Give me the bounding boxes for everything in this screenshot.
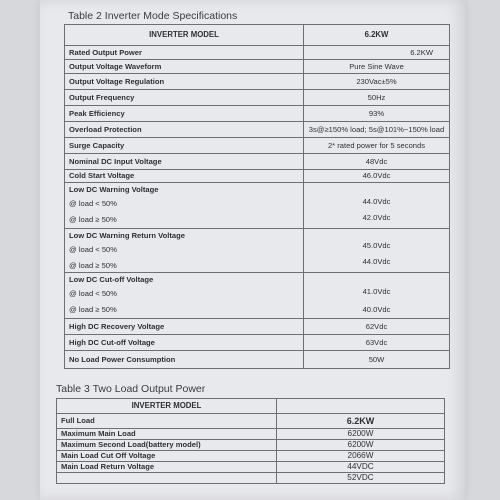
table-row-low-dc-warning <box>65 183 450 229</box>
table-row <box>57 451 445 462</box>
row-value: 6.2KW <box>304 46 450 60</box>
row-value: 6200W <box>277 440 445 451</box>
row-label: Output Frequency <box>65 90 304 106</box>
row-sublabel: @ load ≥ 50% <box>69 261 117 270</box>
table-row-low-dc-warning-return <box>65 229 450 273</box>
row-label <box>57 473 277 484</box>
row-label: High DC Recovery Voltage <box>65 319 304 335</box>
table-row <box>65 319 450 335</box>
row-label: Output Voltage Regulation <box>65 74 304 90</box>
header-label: INVERTER MODEL <box>65 25 304 46</box>
row-sublabel: @ load ≥ 50% <box>69 215 117 224</box>
row-label: Cold Start Voltage <box>65 170 304 183</box>
row-value-group <box>304 273 450 319</box>
table-row <box>57 462 445 473</box>
row-value: 52VDC <box>277 473 445 484</box>
row-value: 63Vdc <box>304 335 450 351</box>
row-value: 50Hz <box>304 90 450 106</box>
row-label-group <box>65 229 304 273</box>
row-sublabel: @ load < 50% <box>69 245 118 254</box>
row-label: No Load Power Consumption <box>65 351 304 369</box>
row-value: 42.0Vdc <box>362 213 391 222</box>
row-value: 50W <box>304 351 450 369</box>
row-label: Surge Capacity <box>65 138 304 154</box>
row-label: Overload Protection <box>65 122 304 138</box>
header-value: 6.2KW <box>304 25 450 46</box>
table-row <box>57 440 445 451</box>
header-value <box>277 399 445 414</box>
row-value: 93% <box>304 106 450 122</box>
table-row <box>65 122 450 138</box>
row-value: 6.2KW <box>277 414 445 429</box>
row-label: High DC Cut-off Voltage <box>65 335 304 351</box>
row-label: Output Voltage Waveform <box>65 60 304 74</box>
table-row <box>57 473 445 484</box>
row-label: Low DC Cut-off Voltage <box>69 275 154 284</box>
two-load-output-table <box>56 398 445 484</box>
table-row <box>65 46 450 60</box>
row-value: 3s@≥150% load; 5s@101%~150% load <box>304 122 450 138</box>
row-sublabel: @ load < 50% <box>69 199 118 208</box>
row-value: 230Vac±5% <box>304 74 450 90</box>
table-row <box>65 60 450 74</box>
row-value: 2* rated power for 5 seconds <box>304 138 450 154</box>
table-row <box>65 335 450 351</box>
row-label: Maximum Main Load <box>57 429 277 440</box>
table2-caption: Table 2 Inverter Mode Specifications <box>68 10 238 22</box>
row-value: 45.0Vdc <box>362 241 391 250</box>
row-sublabel: @ load ≥ 50% <box>69 305 117 314</box>
row-label: Full Load <box>57 414 277 429</box>
table-row <box>65 154 450 170</box>
table-row <box>65 351 450 369</box>
table3-caption: Table 3 Two Load Output Power <box>56 383 206 395</box>
row-value: 62Vdc <box>304 319 450 335</box>
row-value: 2066W <box>277 451 445 462</box>
table-row <box>65 106 450 122</box>
table-row-low-dc-cutoff <box>65 273 450 319</box>
table-row <box>57 414 445 429</box>
row-value-group <box>304 183 450 229</box>
row-value: 40.0Vdc <box>362 305 391 314</box>
row-label: Low DC Warning Return Voltage <box>69 231 186 240</box>
header-label: INVERTER MODEL <box>57 399 277 414</box>
row-value: 6200W <box>277 429 445 440</box>
row-label: Low DC Warning Voltage <box>69 185 159 194</box>
document-page <box>40 0 465 500</box>
table-row <box>65 138 450 154</box>
table-row <box>65 74 450 90</box>
row-label: Main Load Return Voltage <box>57 462 277 473</box>
row-value: 44.0Vdc <box>362 197 391 206</box>
table-header-row <box>65 25 450 46</box>
row-label-group <box>65 183 304 229</box>
row-value: 48Vdc <box>304 154 450 170</box>
row-label: Nominal DC Input Voltage <box>65 154 304 170</box>
row-label-group <box>65 273 304 319</box>
table-header-row <box>57 399 445 414</box>
row-label: Rated Output Power <box>65 46 304 60</box>
row-value: 44VDC <box>277 462 445 473</box>
table-row <box>57 429 445 440</box>
row-value-group <box>304 229 450 273</box>
inverter-mode-spec-table <box>64 24 450 369</box>
table-row <box>65 90 450 106</box>
row-value: Pure Sine Wave <box>304 60 450 74</box>
table-row <box>65 170 450 183</box>
row-value: 44.0Vdc <box>362 257 391 266</box>
row-sublabel: @ load < 50% <box>69 289 118 298</box>
row-value: 41.0Vdc <box>362 287 391 296</box>
row-label: Main Load Cut Off Voltage <box>57 451 277 462</box>
row-label: Maximum Second Load(battery model) <box>57 440 277 451</box>
row-value: 46.0Vdc <box>304 170 450 183</box>
row-label: Peak Efficiency <box>65 106 304 122</box>
